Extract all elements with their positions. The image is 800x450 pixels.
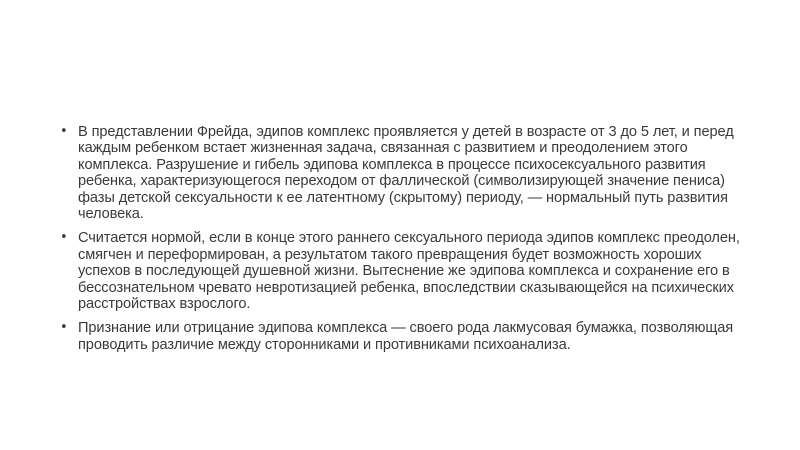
bullet-icon: • <box>60 124 68 139</box>
bullet-icon: • <box>60 230 68 246</box>
bullet-item-2 <box>60 230 750 312</box>
bullet-text-1: В представлении Фрейда, эдипов комплекс проявляется у детей в возрасте от 3 до 5 лет, и перед каждым ребенком встает жизненная задача, связанная с развитием и преодолением этого комплекса. Разрушение и гибель эдипова комплекса в процессе психосексуального развития ребенка, характеризующегося переходом от фаллической (символизирующей значение пениса) фазы детской сексуальности к ее латентному (скрытому) периоду, — нормальный путь развития человека. <box>78 124 734 223</box>
bullet-item-1 <box>60 124 750 222</box>
bullet-text-3: Признание или отрицание эдипова комплекса — своего рода лакмусовая бумажка, позволяющая проводить различие между сторонниками и противниками психоанализа. <box>78 320 734 353</box>
bullet-list <box>60 124 750 361</box>
bullet-icon: • <box>60 320 68 336</box>
bullet-item-3 <box>60 320 750 353</box>
bullet-text-2: Считается нормой, если в конце этого раннего сексуального периода эдипов комплекс преодолен, смягчен и переформирован, а результатом такого превращения будет возможность хороших успехов в последующей душевной жизни. Вытеснение же эдипова комплекса и сохранение его в бессознательном чревато невротизацией ребенка, впоследствии сказывающейся на психических расстройствах взрослого. <box>78 230 740 313</box>
